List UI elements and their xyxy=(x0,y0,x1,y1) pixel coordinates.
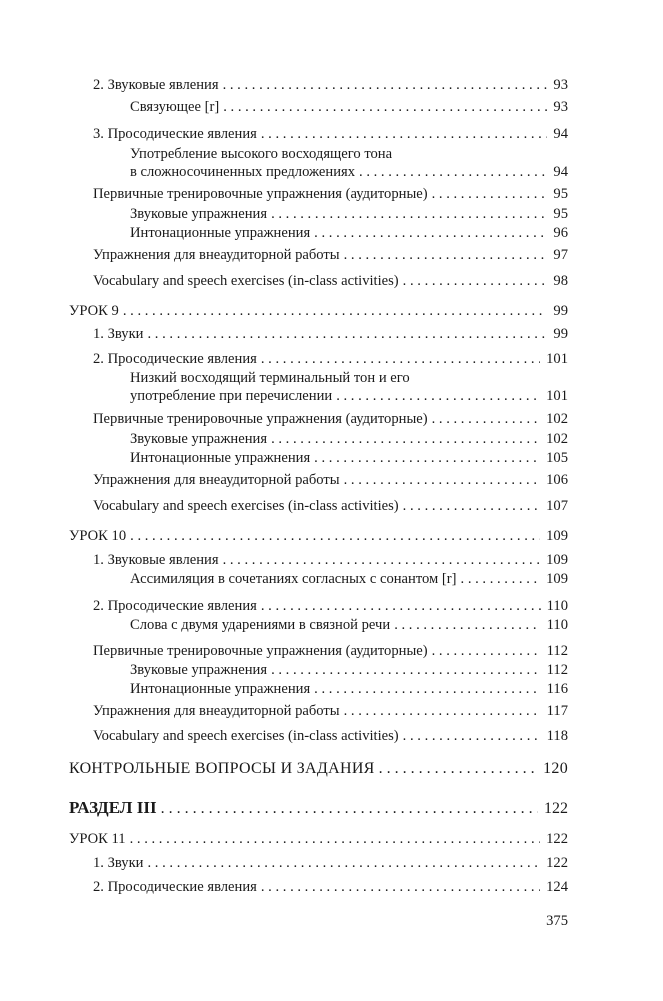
toc-entry-page: 107 xyxy=(546,498,568,514)
toc-entry-title: Vocabulary and speech exercises (in-class activities) xyxy=(93,728,399,744)
toc-entry-page: 109 xyxy=(546,552,568,568)
toc-entry xyxy=(93,272,568,290)
dot-leader xyxy=(344,471,541,489)
dot-leader xyxy=(461,570,541,588)
toc-entry-title: Интонационные упражнения xyxy=(130,225,311,241)
dot-leader xyxy=(403,272,548,290)
toc-entry-lesson xyxy=(69,302,568,320)
toc-entry xyxy=(93,497,568,515)
toc-entry-page: 94 xyxy=(553,164,568,180)
toc-entry-line2 xyxy=(130,387,568,405)
dot-leader xyxy=(261,597,541,615)
toc-entry-title: 2. Просодические явления xyxy=(93,879,257,895)
toc-entry xyxy=(130,449,568,467)
dot-leader xyxy=(403,727,541,745)
toc-entry-page: 112 xyxy=(546,643,568,659)
toc-entry-page: 110 xyxy=(546,598,568,614)
toc-entry-page: 99 xyxy=(553,326,568,342)
dot-leader xyxy=(344,246,548,264)
toc-entry-page: 95 xyxy=(553,206,568,222)
toc-entry xyxy=(93,597,568,615)
toc-entry-title: 1. Звуки xyxy=(93,855,144,871)
toc-entry-title: 2. Просодические явления xyxy=(93,351,257,367)
toc-entry xyxy=(130,570,568,588)
toc-entry-title: Vocabulary and speech exercises (in-class activities) xyxy=(93,498,399,514)
toc-entry xyxy=(93,702,568,720)
toc-entry-page: 93 xyxy=(553,77,568,93)
page-number: 375 xyxy=(546,913,568,929)
toc-entry-page: 110 xyxy=(546,617,568,633)
toc-entry-page: 122 xyxy=(544,800,568,817)
toc-entry-page: 106 xyxy=(546,472,568,488)
toc-entry xyxy=(93,878,568,896)
toc-entry-title-line1: Употребление высокого восходящего тона xyxy=(130,146,393,162)
toc-entry-title: Первичные тренировочные упражнения (аудиторные) xyxy=(93,411,428,427)
toc-entry-title: Ассимиляция в сочетаниях согласных с сонантом [r] xyxy=(130,571,457,587)
dot-leader xyxy=(271,661,541,679)
toc-entry-page: 94 xyxy=(553,126,568,142)
toc-entry-title: 1. Звуковые явления xyxy=(93,552,219,568)
toc-entry xyxy=(130,661,568,679)
toc-entry xyxy=(93,410,568,428)
toc-entry-page: 117 xyxy=(546,703,568,719)
dot-leader xyxy=(314,449,540,467)
toc-entry xyxy=(93,125,568,143)
toc-entry-page: 124 xyxy=(546,879,568,895)
toc-entry-page: 122 xyxy=(546,855,568,871)
toc-entry-page: 99 xyxy=(553,303,568,319)
dot-leader xyxy=(261,125,548,143)
toc-entry-page: 93 xyxy=(553,99,568,115)
toc-entry-page: 118 xyxy=(546,728,568,744)
toc-entry-title: Упражнения для внеаудиторной работы xyxy=(93,247,340,263)
dot-leader xyxy=(130,830,541,848)
dot-leader xyxy=(271,430,540,448)
dot-leader xyxy=(130,527,540,545)
dot-leader xyxy=(123,302,548,320)
toc-entry-page: 122 xyxy=(546,831,568,847)
toc-entry-title: РАЗДЕЛ III xyxy=(69,798,157,817)
dot-leader xyxy=(344,702,541,720)
toc-entry-title: Упражнения для внеаудиторной работы xyxy=(93,472,340,488)
dot-leader xyxy=(314,680,540,698)
dot-leader xyxy=(379,760,537,778)
toc-entry-page: 97 xyxy=(553,247,568,263)
toc-entry-title: Первичные тренировочные упражнения (аудиторные) xyxy=(93,186,428,202)
toc-entry xyxy=(93,854,568,872)
toc-entry-title: УРОК 10 xyxy=(69,528,127,544)
toc-entry xyxy=(130,680,568,698)
dot-leader xyxy=(271,205,547,223)
dot-leader xyxy=(261,350,540,368)
toc-entry xyxy=(93,246,568,264)
toc-entry xyxy=(130,224,568,242)
toc-entry-page: 96 xyxy=(553,225,568,241)
dot-leader xyxy=(261,878,540,896)
dot-leader xyxy=(223,76,548,94)
toc-entry xyxy=(130,98,568,116)
toc-entry-title: Звуковые упражнения xyxy=(130,662,268,678)
toc-entry xyxy=(130,616,568,634)
dot-leader xyxy=(359,163,547,181)
dot-leader xyxy=(223,98,547,116)
toc-entry-review xyxy=(69,760,568,778)
toc-entry-page: 102 xyxy=(546,411,568,427)
toc-entry-title: 2. Просодические явления xyxy=(93,598,257,614)
dot-leader xyxy=(161,800,538,818)
toc-entry-title: Упражнения для внеаудиторной работы xyxy=(93,703,340,719)
toc-entry-page: 109 xyxy=(546,528,568,544)
toc-entry-page: 98 xyxy=(553,273,568,289)
toc-entry-title: Слова с двумя ударениями в связной речи xyxy=(130,617,391,633)
toc-entry-page: 105 xyxy=(546,450,568,466)
toc-entry-title: Звуковые упражнения xyxy=(130,431,268,447)
toc-entry-title: 1. Звуки xyxy=(93,326,144,342)
dot-leader xyxy=(432,410,541,428)
toc-entry xyxy=(93,76,568,94)
toc-entry-title: 2. Звуковые явления xyxy=(93,77,219,93)
toc-entry xyxy=(93,185,568,203)
toc-entry-page: 109 xyxy=(546,571,568,587)
toc-entry xyxy=(93,471,568,489)
toc-entry-title: Vocabulary and speech exercises (in-class activities) xyxy=(93,273,399,289)
toc-entry-page: 112 xyxy=(546,662,568,678)
toc-entry-page: 95 xyxy=(553,186,568,202)
toc-entry-title: Интонационные упражнения xyxy=(130,681,311,697)
toc-entry xyxy=(93,325,568,343)
toc-entry-title-line1: Низкий восходящий терминальный тон и его xyxy=(130,370,410,386)
toc-entry-lesson xyxy=(69,527,568,545)
toc-entry xyxy=(93,350,568,368)
dot-leader xyxy=(148,325,548,343)
toc-entry-page: 116 xyxy=(546,681,568,697)
toc-entry-title-line2: употребление при перечислении xyxy=(130,388,333,404)
dot-leader xyxy=(394,616,540,634)
toc-entry-title: Интонационные упражнения xyxy=(130,450,311,466)
toc-entry-title: УРОК 9 xyxy=(69,303,119,319)
toc-entry-multiline xyxy=(130,145,568,181)
dot-leader xyxy=(432,642,541,660)
toc-entry-title: Первичные тренировочные упражнения (аудиторные) xyxy=(93,643,428,659)
toc-entry-title: УРОК 11 xyxy=(69,831,126,847)
toc-entry-page: 101 xyxy=(546,388,568,404)
toc-entry-page: 120 xyxy=(543,760,568,777)
dot-leader xyxy=(432,185,548,203)
dot-leader xyxy=(336,387,540,405)
toc-entry-line2 xyxy=(130,163,568,181)
toc-entry-title: Звуковые упражнения xyxy=(130,206,268,222)
toc-entry xyxy=(130,205,568,223)
toc-entry-title: КОНТРОЛЬНЫЕ ВОПРОСЫ И ЗАДАНИЯ xyxy=(69,760,375,777)
toc-entry-title-line2: в сложносочиненных предложениях xyxy=(130,164,356,180)
toc-entry-lesson xyxy=(69,830,568,848)
dot-leader xyxy=(148,854,541,872)
toc-entry xyxy=(93,642,568,660)
toc-entry-title: Связующее [r] xyxy=(130,99,220,115)
toc-entry-page: 101 xyxy=(546,351,568,367)
dot-leader xyxy=(403,497,540,515)
toc-entry xyxy=(93,551,568,569)
toc-entry xyxy=(130,430,568,448)
dot-leader xyxy=(314,224,547,242)
toc-entry xyxy=(93,727,568,745)
toc-entry-page: 102 xyxy=(546,431,568,447)
toc-entry-title: 3. Просодические явления xyxy=(93,126,257,142)
toc-entry-part xyxy=(69,799,568,818)
dot-leader xyxy=(223,551,541,569)
toc-entry-multiline xyxy=(130,369,568,405)
